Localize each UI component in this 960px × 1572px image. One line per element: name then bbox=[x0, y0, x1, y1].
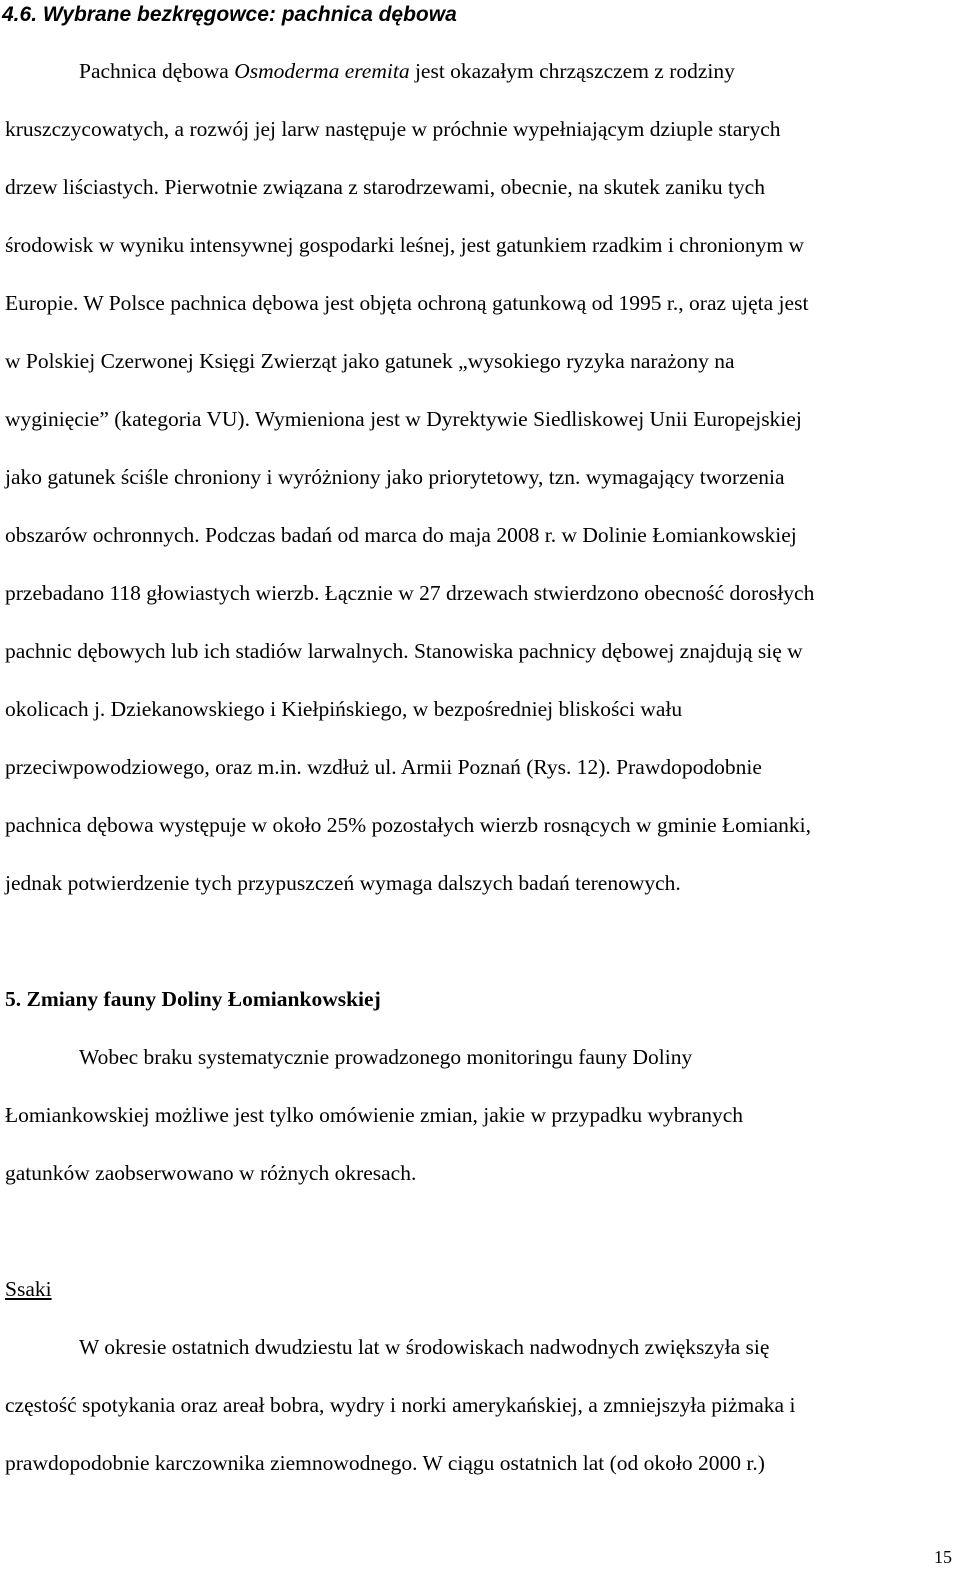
paragraph-line: Wobec braku systematycznie prowadzonego monitoringu fauny Doliny bbox=[79, 1045, 693, 1069]
paragraph-line: obszarów ochronnych. Podczas badań od marca do maja 2008 r. w Dolinie Łomiankowskiej bbox=[5, 523, 797, 547]
species-name-italic: Osmoderma eremita bbox=[234, 59, 410, 83]
paragraph-line: przebadano 118 głowiastych wierzb. Łącznie w 27 drzewach stwierdzono obecność dorosłych bbox=[5, 581, 815, 605]
text-span: jest okazałym chrząszczem z rodziny bbox=[409, 59, 735, 83]
page-number: 15 bbox=[934, 1547, 952, 1567]
paragraph-line: pachnica dębowa występuje w około 25% pozostałych wierzb rosnących w gminie Łomianki, bbox=[5, 813, 812, 837]
paragraph-line bbox=[79, 61, 735, 83]
paragraph-line: gatunków zaobserwowano w różnych okresach. bbox=[5, 1161, 417, 1185]
text-span: drzew liściastych. Pierwotnie związana z starodrzewami, obecnie, na skutek zaniku tych bbox=[5, 175, 765, 199]
paragraph-line: przeciwpowodziowego, oraz m.in. wzdłuż ul. Armii Poznań (Rys. 12). Prawdopodobnie bbox=[5, 755, 762, 779]
paragraph-line: Europie. W Polsce pachnica dębowa jest objęta ochroną gatunkową od 1995 r., oraz ujęta jest bbox=[5, 291, 809, 315]
paragraph-line: okolicach j. Dziekanowskiego i Kiełpińskiego, w bezpośredniej bliskości wału bbox=[5, 697, 683, 721]
paragraph-line: środowisk w wyniku intensywnej gospodarki leśnej, jest gatunkiem rzadkim i chronionym w bbox=[5, 233, 804, 257]
paragraph-line: jednak potwierdzenie tych przypuszczeń wymaga dalszych badań terenowych. bbox=[5, 871, 681, 895]
section-heading-5: 5. Zmiany fauny Doliny Łomiankowskiej bbox=[5, 987, 381, 1011]
text-span: Pachnica dębowa bbox=[79, 59, 235, 83]
subheading-ssaki: Ssaki bbox=[5, 1277, 52, 1301]
paragraph-line: W okresie ostatnich dwudziestu lat w środowiskach nadwodnych zwiększyła się bbox=[79, 1335, 770, 1359]
paragraph-line: Łomiankowskiej możliwe jest tylko omówienie zmian, jakie w przypadku wybranych bbox=[5, 1103, 743, 1127]
section-heading-4-6: 4.6. Wybrane bezkręgowce: pachnica dębowa bbox=[2, 3, 457, 26]
paragraph-line: w Polskiej Czerwonej Księgi Zwierząt jako gatunek „wysokiego ryzyka narażony na bbox=[5, 349, 735, 373]
paragraph-line: prawdopodobnie karczownika ziemnowodnego. W ciągu ostatnich lat (od około 2000 r.) bbox=[5, 1451, 765, 1475]
paragraph-line: wyginięcie” (kategoria VU). Wymieniona jest w Dyrektywie Siedliskowej Unii Europejskiej bbox=[5, 407, 802, 431]
paragraph-line: częstość spotykania oraz areał bobra, wydry i norki amerykańskiej, a zmniejszyła piżmaka i bbox=[5, 1393, 796, 1417]
paragraph-line: kruszczycowatych, a rozwój jej larw następuje w próchnie wypełniającym dziuple starych bbox=[5, 117, 781, 141]
paragraph-line: pachnic dębowych lub ich stadiów larwalnych. Stanowiska pachnicy dębowej znajdują się w bbox=[5, 639, 803, 663]
paragraph-line bbox=[5, 177, 765, 199]
paragraph-line: jako gatunek ściśle chroniony i wyróżniony jako priorytetowy, tzn. wymagający tworzenia bbox=[5, 465, 785, 489]
